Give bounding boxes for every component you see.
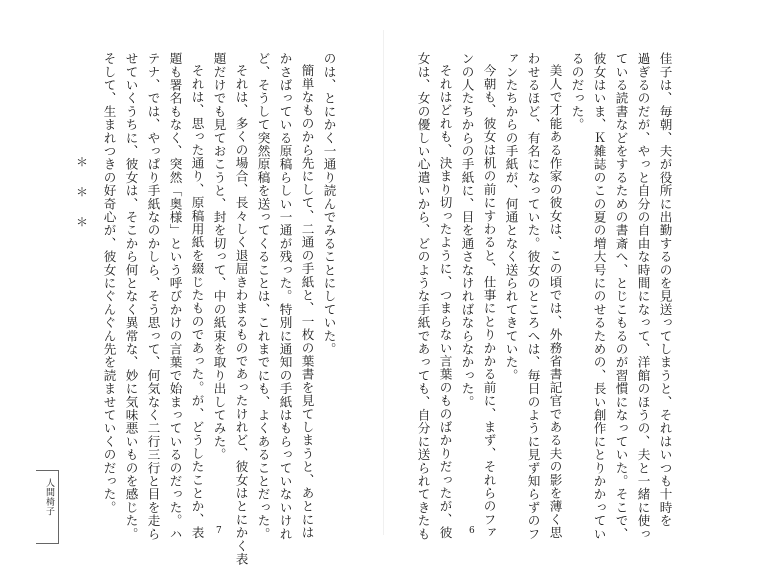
- text-line: 題も署名もなく、突然「奥様」という呼びかけの言葉で始まっているのだった。ハ: [167, 52, 183, 541]
- text-line: かさばっている原稿らしい一通が残った。特別に通知の手紙はもらっていないけれ: [277, 52, 293, 541]
- text-line: それは、思った通り、原稿用紙を綴じたものであった。が、どうしたことか、表: [189, 64, 205, 540]
- text-line: 過ぎるのだが、やっと自分の自由な時間になって、洋館のほうの、夫と一緒に使っ: [635, 52, 651, 541]
- left-page: [0, 0, 384, 565]
- section-break-star: ＊: [76, 155, 89, 169]
- text-line: テナ、では、やっぱり手紙なのかしら、そう思って、何気なく二行三行と目を走ら: [145, 52, 161, 541]
- text-line: それは、多くの場合、長々しく退屈きわまるものであったけれど、彼女はとにかく表: [233, 64, 249, 566]
- text-line: 女は、女の優しい心遣いから、どのような手紙であっても、自分に送られてきたも: [415, 52, 431, 541]
- text-line: 佳子は、毎朝、夫が役所に出勤するのを見送ってしまうと、それはいつも十時を: [657, 52, 673, 528]
- section-break-star: ＊: [76, 185, 89, 199]
- page-number: 7: [216, 526, 222, 536]
- text-line: ている読書などをするための書斎へ、とじこもるのが習慣になっていた。そこで、: [613, 52, 629, 541]
- text-line: 題だけでも見ておこうと、封を切って、中の紙束を取り出してみた。: [211, 52, 227, 462]
- text-line: せていくうちに、彼女は、そこから何となく異常な、妙に気味悪いものを感じた。: [123, 52, 139, 541]
- running-head-title: 人間椅子: [44, 478, 54, 516]
- page-number: 6: [469, 526, 475, 536]
- text-line: ど、そうして突然原稿を送ってくることは、これまでにも、よくあることだった。: [255, 52, 271, 541]
- right-page: [384, 0, 768, 565]
- text-line: ァンたちからの手紙が、何通となく送られてきていた。: [503, 52, 519, 382]
- text-line: 簡単なものから先にして、二通の手紙と、一枚の葉書を見てしまうと、あとには: [299, 64, 315, 540]
- text-line: それはどれも、決まり切ったように、つまらない言葉のものばかりだったが、彼: [437, 64, 453, 540]
- section-break-star: ＊: [76, 215, 89, 229]
- text-line: 彼女はいま、Ｋ雑誌のこの夏の増大号にのせるための、長い創作にとりかかってい: [591, 52, 607, 541]
- text-line: そして、生まれつきの好奇心が、彼女にぐんぐん先を読ませていくのだった。: [101, 52, 117, 514]
- text-line: ンの人たちからの手紙に、目を通さなければならなかった。: [459, 52, 475, 409]
- text-line: わせるほど、有名になっていた。彼女のところへは、毎日のように見ず知らずのフ: [525, 52, 541, 541]
- text-line: 今朝も、彼女は机の前にすわると、仕事にとりかかる前に、まず、それらのファ: [481, 64, 497, 540]
- text-line: 美人で才能ある作家の彼女は、この頃では、外務省書記官である夫の影を薄く思: [547, 64, 563, 540]
- text-line: のは、とにかく一通り読んでみることにしていた。: [321, 52, 337, 356]
- text-line: るのだった。: [569, 52, 585, 132]
